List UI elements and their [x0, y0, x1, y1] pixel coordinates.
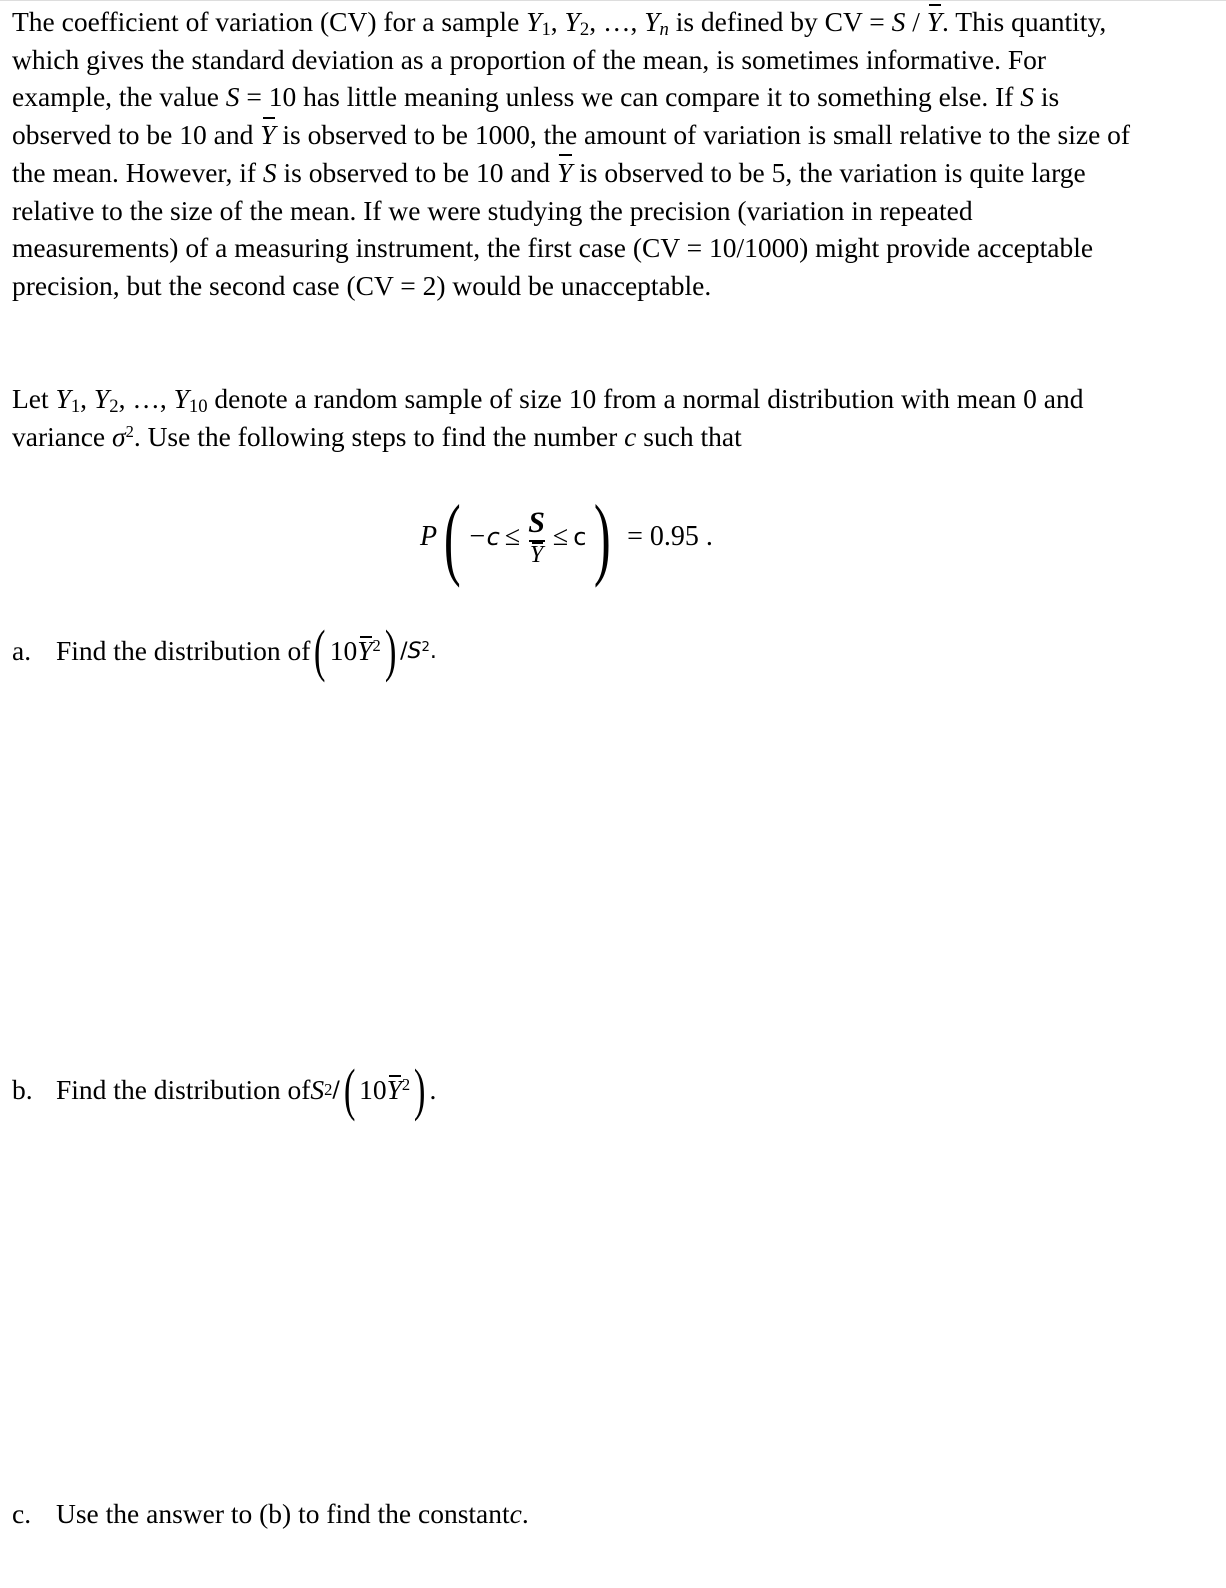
top-divider — [0, 0, 1226, 1]
part-a: a. Find the distribution of ( $10Y^2$ ) $/S^2$. — [12, 618, 437, 683]
intro-paragraph: The coefficient of variation (CV) for a sample $Y_1$, $Y_2$, …, $Y_n$ is defined by CV = S / Y. This quantity, which gives the standard deviation as a proportion of the mean, is sometimes informative. For example, the value S = 10 has little meaning unless we can compare it to something else. If S is observed to be 10 and Y is observed to be 1000, the amount of variation is small relative to the size of the mean. However, if S is observed to be 10 and Y is observed to be 5, the variation is quite large relative to the size of the mean. If we were studying the precision (variation in repeated measurements) of a measuring instrument, the first case (CV = 10/1000) might provide acceptable precision, but the second case (CV = 2) would be unacceptable. — [12, 3, 1132, 305]
setup-paragraph: Let $Y_1$, $Y_2$, …, $Y_{10}$ denote a random sample of size 10 from a normal distribution with mean 0 and variance $\sigma^2$. Use the following steps to find the number c such that — [12, 383, 1084, 452]
part-c: c. Use the answer to (b) to find the constant c . — [12, 1498, 529, 1529]
s-over-ybar-fraction: $\frac{S}{Y}$ — [528, 506, 545, 568]
part-b: b. Find the distribution of S 2 / ( $10Y^2$ ) . — [12, 1057, 437, 1122]
probability-equation: P ( −c ≤ $\frac{S}{Y}$ ≤ c ) = 0.95 . — [420, 486, 713, 588]
